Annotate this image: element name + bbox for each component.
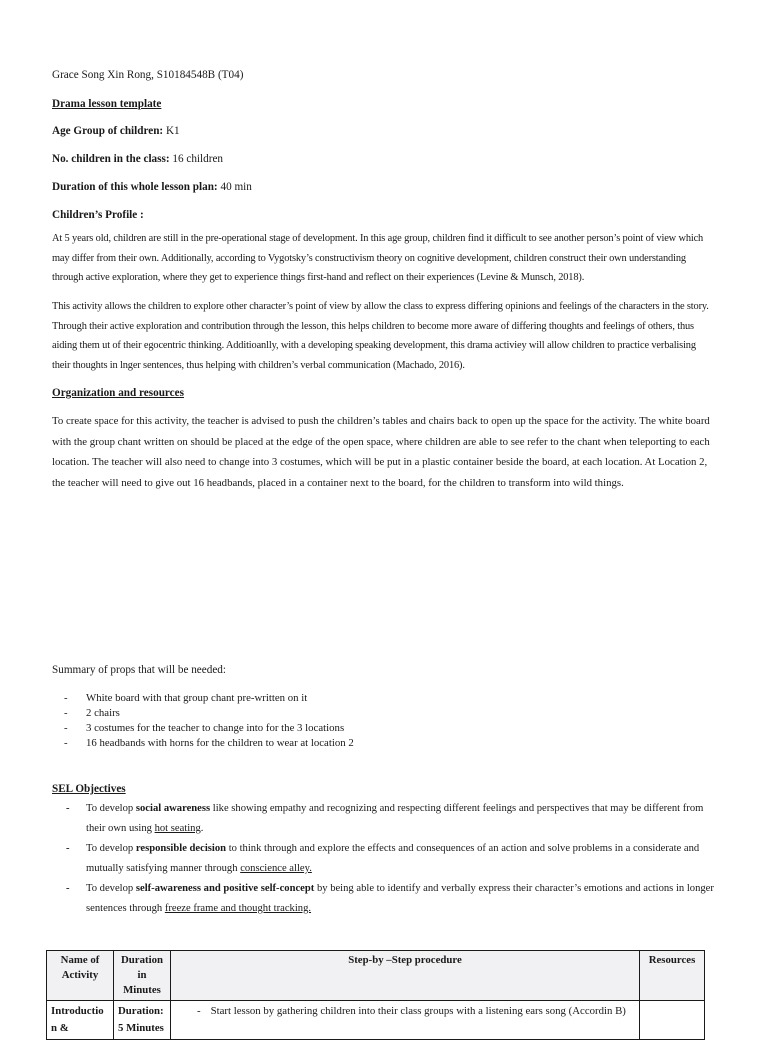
conscience-alley-term: conscience alley. [240, 863, 312, 874]
sel-objectives-list [66, 799, 716, 919]
sel-objective-3: - To develop self-awareness and positive self-concept by being able to identify and verbally express their character’s emotions and actions in longer sentences through freeze frame and thought tracking. [66, 883, 714, 914]
cell-activity-name: Introductio n & [47, 1001, 114, 1040]
props-list [64, 691, 354, 751]
lesson-procedure-table [46, 950, 705, 1040]
header-procedure: Step-by –Step procedure [171, 951, 640, 1001]
organization-heading: Organization and resources [52, 387, 184, 399]
duration-label: Duration of this whole lesson plan: [52, 181, 218, 193]
sel-objective-2: - To develop responsible decision to think through and explore the effects and consequences of an action and solve problems in a considerate and mutually satisfying manner through conscience alley. [66, 843, 700, 874]
cell-duration: Duration: 5 Minutes [114, 1001, 171, 1040]
duration-line [52, 178, 252, 197]
props-heading: Summary of props that will be needed: [52, 664, 226, 676]
template-title: Drama lesson template [52, 98, 162, 110]
profile-paragraph-2: This activity allows the children to explore other character’s point of view by allow the class to express differing opinions and feelings of the characters in the story. Through their active exploration and contribution through the lesson, this helps children to become more aware of differing thoughts and feelings of others, thus aiding them ut of their egocentric thinking. Additioanlly, with a developing speaking development, this drama activiey will allow children to practice verbalising their thoughts in lnger sentences, thus helping with children’s verbal communication (Machado, 2016). [52, 301, 709, 371]
table-row [47, 1001, 705, 1040]
organization-paragraph: To create space for this activity, the teacher is advised to push the children’s tables and chairs back to open up the space for the activity. The white board with the group chant written on should be placed at the edge of the open space, where children are able to see refer to the chant when teleporting to each location. The teacher will also need to change into 3 costumes, which will be put in a plastic container beside the board, at each location. At Location 2, the teacher will need to give out 16 headbands, placed in a container next to the board, for the children to transform into wild things. [52, 415, 710, 489]
cell-resources [640, 1001, 705, 1040]
list-item: - 16 headbands with horns for the children to wear at location 2 [64, 737, 354, 749]
list-item: - White board with that group chant pre-written on it [64, 692, 308, 704]
sel-heading: SEL Objectives [52, 783, 126, 795]
sel-objective-1: - To develop social awareness like showing empathy and recognizing and respecting different feelings and perspectives that may be different from their own using hot seating. [66, 803, 704, 834]
list-item: - 3 costumes for the teacher to change into for the 3 locations [64, 722, 345, 734]
profile-paragraph-1: At 5 years old, children are still in the pre-operational stage of development. In this age group, children find it difficult to see another person’s point of view which may differ from their own. Additionally, according to Vygotsky’s constructivism theory on cognitive development, children construct their own understanding through active exploration, where they get to experience things first-hand and reflect on their experiences (Levine & Munsch, 2018). [52, 233, 704, 283]
list-item: - 2 chairs [64, 707, 120, 719]
class-size-label: No. children in the class: [52, 153, 170, 165]
profile-heading: Children’s Profile : [52, 209, 144, 221]
duration-value: 40 min [217, 181, 252, 193]
table-header-row [47, 951, 705, 1001]
author-line: Grace Song Xin Rong, S10184548B (T04) [52, 69, 244, 81]
class-size-value: 16 children [169, 153, 224, 165]
freeze-frame-term: freeze frame and thought tracking. [164, 903, 312, 914]
class-size-line [52, 150, 223, 169]
age-group-label: Age Group of children: [52, 125, 164, 137]
header-resources: Resources [640, 951, 705, 1001]
cell-procedure: - Start lesson by gathering children into their class groups with a listening ears song (Accordin B) [171, 1001, 640, 1040]
header-duration: Duration in Minutes [114, 951, 171, 1001]
hot-seating-term: hot seating [154, 823, 201, 834]
header-activity: Name of Activity [47, 951, 114, 1001]
age-group-line [52, 122, 180, 141]
age-group-value: K1 [163, 125, 180, 137]
